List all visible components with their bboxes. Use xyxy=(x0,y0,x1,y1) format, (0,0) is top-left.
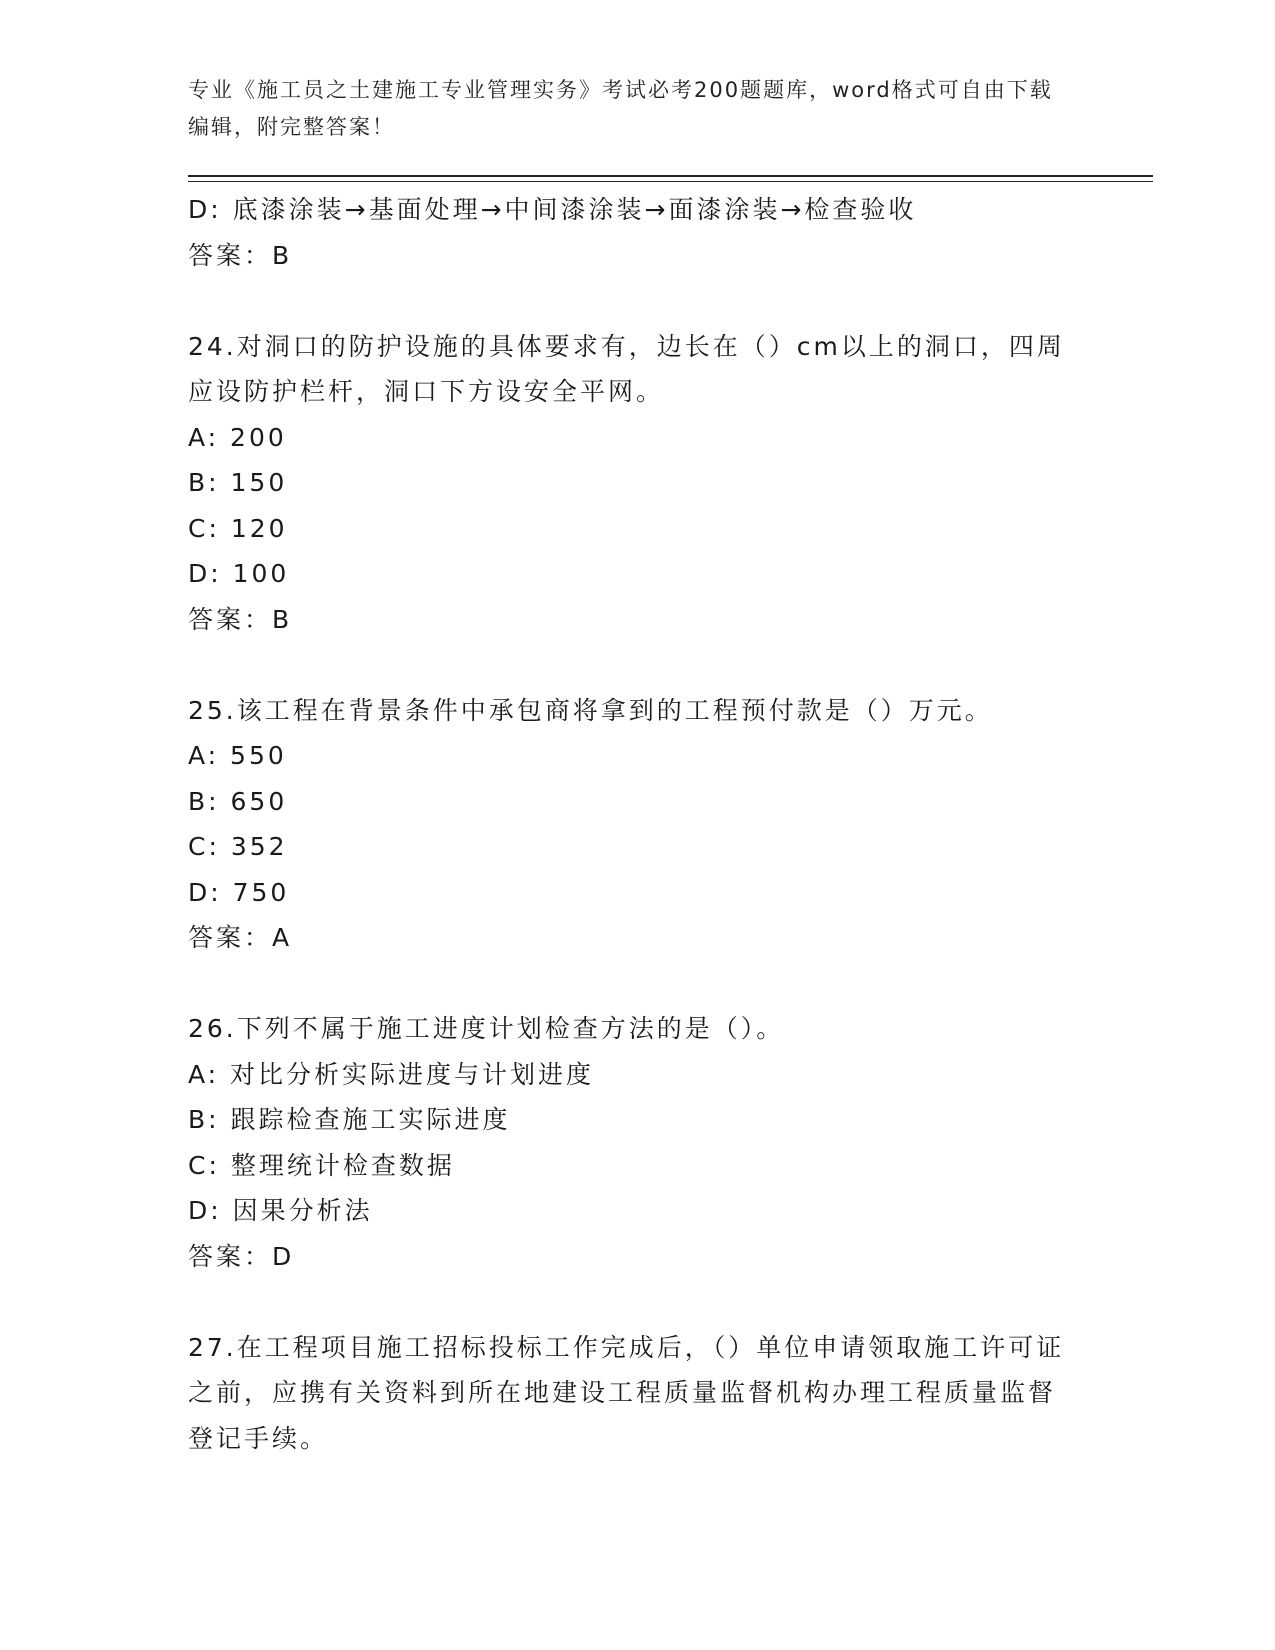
header-rule-thick xyxy=(188,175,1153,177)
question-26-option-a: A: 对比分析实际进度与计划进度 xyxy=(188,1059,595,1089)
spacer xyxy=(188,278,1108,324)
question-24-option-d: D: 100 xyxy=(188,559,290,588)
header-rule-thin xyxy=(188,181,1153,182)
question-26-option-b: B: 跟踪检查施工实际进度 xyxy=(188,1105,511,1134)
question-25-stem: 25.该工程在背景条件中承包商将拿到的工程预付款是（）万元。 xyxy=(188,695,993,725)
spacer xyxy=(188,961,1108,1007)
question-content xyxy=(188,187,1108,1461)
question-25-option-b: B: 650 xyxy=(188,786,288,816)
page-header: 专业《施工员之土建施工专业管理实务》考试必考200题题库，word格式可自由下载编辑，附完整答案！ xyxy=(188,78,1053,139)
question-24-answer: 答案：B xyxy=(188,604,293,634)
question-24-option-a: A: 200 xyxy=(188,422,287,452)
question-26-option-d: D: 因果分析法 xyxy=(188,1196,373,1225)
question-24-stem: 24.对洞口的防护设施的具体要求有，边长在（）cm以上的洞口，四周应设防护栏杆，洞口下方设安全平网。 xyxy=(188,331,1065,406)
spacer xyxy=(188,642,1108,688)
prev-option-d: D: 底漆涂装→基面处理→中间漆涂装→面漆涂装→检查验收 xyxy=(188,195,917,224)
question-26-answer: 答案：D xyxy=(188,1241,295,1271)
question-26-option-c: C: 整理统计检查数据 xyxy=(188,1150,455,1180)
question-25-option-c: C: 352 xyxy=(188,832,288,861)
question-25-answer: 答案：A xyxy=(188,923,293,952)
question-24-option-b: B: 150 xyxy=(188,468,288,497)
question-26-stem: 26.下列不属于施工进度计划检查方法的是（）。 xyxy=(188,1014,785,1043)
question-24-option-c: C: 120 xyxy=(188,513,288,543)
question-25-option-d: D: 750 xyxy=(188,877,290,907)
prev-answer: 答案：B xyxy=(188,240,293,270)
question-25-option-a: A: 550 xyxy=(188,741,287,770)
spacer xyxy=(188,1279,1108,1325)
question-27-stem: 27.在工程项目施工招标投标工作完成后，（）单位申请领取施工许可证之前，应携有关资料到所在地建设工程质量监督机构办理工程质量监督登记手续。 xyxy=(188,1332,1065,1453)
